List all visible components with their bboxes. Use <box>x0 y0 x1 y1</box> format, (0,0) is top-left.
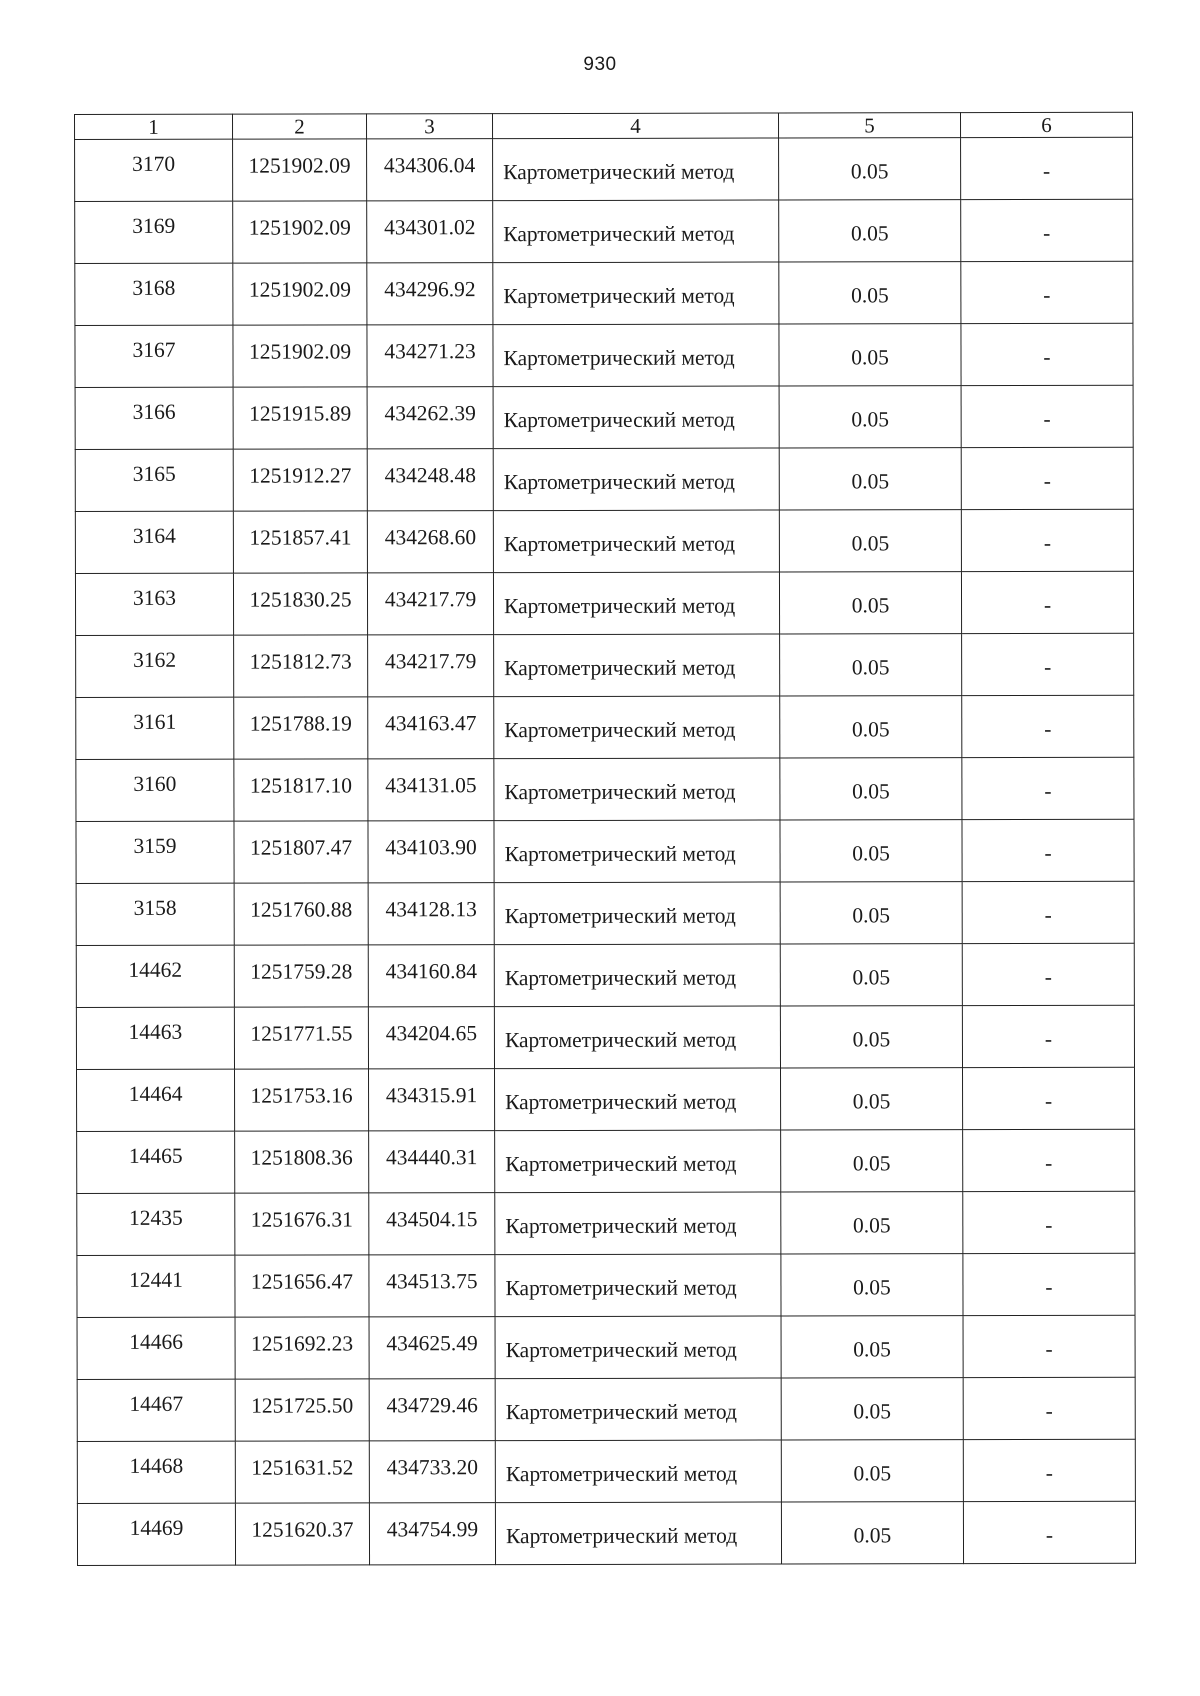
method-cell: Картометрический метод <box>493 510 779 573</box>
method-cell: Картометрический метод <box>495 1068 781 1131</box>
point-number-cell: 3170 <box>75 139 233 201</box>
table-row <box>77 1315 1135 1379</box>
page-number: 930 <box>583 54 617 75</box>
method-cell: Картометрический метод <box>494 944 780 1007</box>
table-row <box>75 199 1133 263</box>
accuracy-cell: 0.05 <box>780 820 962 882</box>
y-coordinate-cell: 434248.48 <box>367 449 493 511</box>
table-row <box>75 447 1133 511</box>
table-row <box>76 757 1134 821</box>
note-cell: - <box>961 323 1133 385</box>
accuracy-cell: 0.05 <box>779 262 961 324</box>
accuracy-cell: 0.05 <box>779 324 961 386</box>
table-row <box>75 385 1133 449</box>
point-number-cell: 3169 <box>75 201 233 263</box>
point-number-cell: 14468 <box>77 1441 235 1503</box>
accuracy-cell: 0.05 <box>780 758 962 820</box>
point-number-cell: 3165 <box>75 449 233 511</box>
accuracy-cell: 0.05 <box>781 1440 963 1502</box>
method-cell: Картометрический метод <box>493 572 779 635</box>
point-number-cell: 14463 <box>76 1007 234 1069</box>
accuracy-cell: 0.05 <box>779 200 961 262</box>
x-coordinate-cell: 1251912.27 <box>233 449 367 511</box>
note-cell: - <box>963 1253 1135 1315</box>
point-number-cell: 14462 <box>76 945 234 1007</box>
note-cell: - <box>962 943 1134 1005</box>
table-row <box>77 1067 1135 1131</box>
table-row <box>75 509 1133 573</box>
table-row <box>77 1377 1135 1441</box>
x-coordinate-cell: 1251771.55 <box>234 1007 368 1069</box>
x-coordinate-cell: 1251857.41 <box>233 511 367 573</box>
note-cell: - <box>963 1439 1135 1501</box>
method-cell: Картометрический метод <box>494 634 780 697</box>
method-cell: Картометрический метод <box>494 882 780 945</box>
y-coordinate-cell: 434504.15 <box>369 1193 495 1255</box>
x-coordinate-cell: 1251760.88 <box>234 883 368 945</box>
y-coordinate-cell: 434513.75 <box>369 1255 495 1317</box>
y-coordinate-cell: 434271.23 <box>367 325 493 387</box>
table-row <box>76 1005 1134 1069</box>
table-row <box>76 881 1134 945</box>
note-cell: - <box>961 199 1133 261</box>
point-number-cell: 14466 <box>77 1317 235 1379</box>
x-coordinate-cell: 1251902.09 <box>233 201 367 263</box>
y-coordinate-cell: 434296.92 <box>367 263 493 325</box>
x-coordinate-cell: 1251620.37 <box>235 1503 369 1565</box>
accuracy-cell: 0.05 <box>779 572 961 634</box>
x-coordinate-cell: 1251788.19 <box>234 697 368 759</box>
note-cell: - <box>963 1501 1135 1563</box>
x-coordinate-cell: 1251902.09 <box>233 325 367 387</box>
y-coordinate-cell: 434315.91 <box>369 1069 495 1131</box>
note-cell: - <box>962 695 1134 757</box>
table-row <box>77 1501 1135 1565</box>
y-coordinate-cell: 434754.99 <box>369 1503 495 1565</box>
accuracy-cell: 0.05 <box>781 1192 963 1254</box>
table-row <box>76 819 1134 883</box>
table-row <box>76 633 1134 697</box>
accuracy-cell: 0.05 <box>780 1068 962 1130</box>
x-coordinate-cell: 1251656.47 <box>235 1255 369 1317</box>
point-number-cell: 14464 <box>77 1069 235 1131</box>
header-col-3: 3 <box>367 114 493 139</box>
y-coordinate-cell: 434217.79 <box>367 573 493 635</box>
point-number-cell: 3160 <box>76 759 234 821</box>
x-coordinate-cell: 1251807.47 <box>234 821 368 883</box>
point-number-cell: 14465 <box>77 1131 235 1193</box>
header-col-5: 5 <box>778 113 960 138</box>
accuracy-cell: 0.05 <box>779 448 961 510</box>
method-cell: Картометрический метод <box>494 696 780 759</box>
x-coordinate-cell: 1251817.10 <box>234 759 368 821</box>
method-cell: Картометрический метод <box>495 1254 781 1317</box>
header-row <box>75 112 1133 139</box>
point-number-cell: 3161 <box>76 697 234 759</box>
accuracy-cell: 0.05 <box>780 944 962 1006</box>
x-coordinate-cell: 1251812.73 <box>234 635 368 697</box>
method-cell: Картометрический метод <box>493 262 779 325</box>
x-coordinate-cell: 1251830.25 <box>233 573 367 635</box>
method-cell: Картометрический метод <box>493 448 779 511</box>
table-row <box>77 1253 1135 1317</box>
y-coordinate-cell: 434625.49 <box>369 1317 495 1379</box>
y-coordinate-cell: 434163.47 <box>368 697 494 759</box>
table-row <box>75 261 1133 325</box>
y-coordinate-cell: 434128.13 <box>368 883 494 945</box>
point-number-cell: 3162 <box>76 635 234 697</box>
table-row <box>76 695 1134 759</box>
method-cell: Картометрический метод <box>493 200 779 263</box>
accuracy-cell: 0.05 <box>780 1006 962 1068</box>
accuracy-cell: 0.05 <box>779 138 961 200</box>
note-cell: - <box>961 509 1133 571</box>
note-cell: - <box>961 137 1133 199</box>
accuracy-cell: 0.05 <box>779 510 961 572</box>
method-cell: Картометрический метод <box>494 758 780 821</box>
x-coordinate-cell: 1251915.89 <box>233 387 367 449</box>
note-cell: - <box>961 571 1133 633</box>
table-row <box>75 137 1133 201</box>
x-coordinate-cell: 1251725.50 <box>235 1379 369 1441</box>
x-coordinate-cell: 1251902.09 <box>233 139 367 201</box>
y-coordinate-cell: 434301.02 <box>367 201 493 263</box>
y-coordinate-cell: 434268.60 <box>367 511 493 573</box>
note-cell: - <box>962 1005 1134 1067</box>
note-cell: - <box>962 1067 1134 1129</box>
header-col-4: 4 <box>493 113 779 139</box>
note-cell: - <box>961 261 1133 323</box>
point-number-cell: 3163 <box>75 573 233 635</box>
accuracy-cell: 0.05 <box>779 386 961 448</box>
method-cell: Картометрический метод <box>495 1130 781 1193</box>
note-cell: - <box>963 1315 1135 1377</box>
table-row <box>76 943 1134 1007</box>
point-number-cell: 3166 <box>75 387 233 449</box>
x-coordinate-cell: 1251808.36 <box>235 1131 369 1193</box>
x-coordinate-cell: 1251902.09 <box>233 263 367 325</box>
method-cell: Картометрический метод <box>495 1192 781 1255</box>
point-number-cell: 3159 <box>76 821 234 883</box>
table-body <box>75 137 1136 1565</box>
method-cell: Картометрический метод <box>494 820 780 883</box>
table-row <box>77 1191 1135 1255</box>
x-coordinate-cell: 1251759.28 <box>234 945 368 1007</box>
method-cell: Картометрический метод <box>495 1440 781 1503</box>
point-number-cell: 3164 <box>75 511 233 573</box>
method-cell: Картометрический метод <box>493 138 779 201</box>
point-number-cell: 14469 <box>77 1503 235 1565</box>
header-col-1: 1 <box>75 114 233 139</box>
method-cell: Картометрический метод <box>493 324 779 387</box>
y-coordinate-cell: 434306.04 <box>367 139 493 201</box>
accuracy-cell: 0.05 <box>781 1502 963 1564</box>
table-row <box>75 571 1133 635</box>
table-row <box>77 1439 1135 1503</box>
y-coordinate-cell: 434262.39 <box>367 387 493 449</box>
y-coordinate-cell: 434160.84 <box>368 945 494 1007</box>
point-number-cell: 3158 <box>76 883 234 945</box>
note-cell: - <box>963 1191 1135 1253</box>
x-coordinate-cell: 1251753.16 <box>235 1069 369 1131</box>
note-cell: - <box>963 1377 1135 1439</box>
note-cell: - <box>961 385 1133 447</box>
accuracy-cell: 0.05 <box>781 1254 963 1316</box>
accuracy-cell: 0.05 <box>781 1130 963 1192</box>
x-coordinate-cell: 1251692.23 <box>235 1317 369 1379</box>
note-cell: - <box>962 633 1134 695</box>
note-cell: - <box>962 819 1134 881</box>
y-coordinate-cell: 434204.65 <box>368 1007 494 1069</box>
method-cell: Картометрический метод <box>495 1378 781 1441</box>
y-coordinate-cell: 434729.46 <box>369 1379 495 1441</box>
accuracy-cell: 0.05 <box>780 696 962 758</box>
note-cell: - <box>961 447 1133 509</box>
note-cell: - <box>963 1129 1135 1191</box>
header-col-2: 2 <box>233 114 367 139</box>
y-coordinate-cell: 434103.90 <box>368 821 494 883</box>
accuracy-cell: 0.05 <box>781 1316 963 1378</box>
accuracy-cell: 0.05 <box>780 882 962 944</box>
note-cell: - <box>962 881 1134 943</box>
x-coordinate-cell: 1251676.31 <box>235 1193 369 1255</box>
y-coordinate-cell: 434733.20 <box>369 1441 495 1503</box>
method-cell: Картометрический метод <box>493 386 779 449</box>
note-cell: - <box>962 757 1134 819</box>
accuracy-cell: 0.05 <box>780 634 962 696</box>
point-number-cell: 14467 <box>77 1379 235 1441</box>
y-coordinate-cell: 434440.31 <box>369 1131 495 1193</box>
table-row <box>77 1129 1135 1193</box>
header-col-6: 6 <box>960 112 1132 137</box>
point-number-cell: 12441 <box>77 1255 235 1317</box>
point-number-cell: 12435 <box>77 1193 235 1255</box>
y-coordinate-cell: 434217.79 <box>368 635 494 697</box>
x-coordinate-cell: 1251631.52 <box>235 1441 369 1503</box>
method-cell: Картометрический метод <box>495 1502 781 1565</box>
coordinates-table <box>74 112 1136 1566</box>
accuracy-cell: 0.05 <box>781 1378 963 1440</box>
point-number-cell: 3167 <box>75 325 233 387</box>
table-row <box>75 323 1133 387</box>
point-number-cell: 3168 <box>75 263 233 325</box>
method-cell: Картометрический метод <box>494 1006 780 1069</box>
method-cell: Картометрический метод <box>495 1316 781 1379</box>
y-coordinate-cell: 434131.05 <box>368 759 494 821</box>
table-header <box>75 112 1133 139</box>
